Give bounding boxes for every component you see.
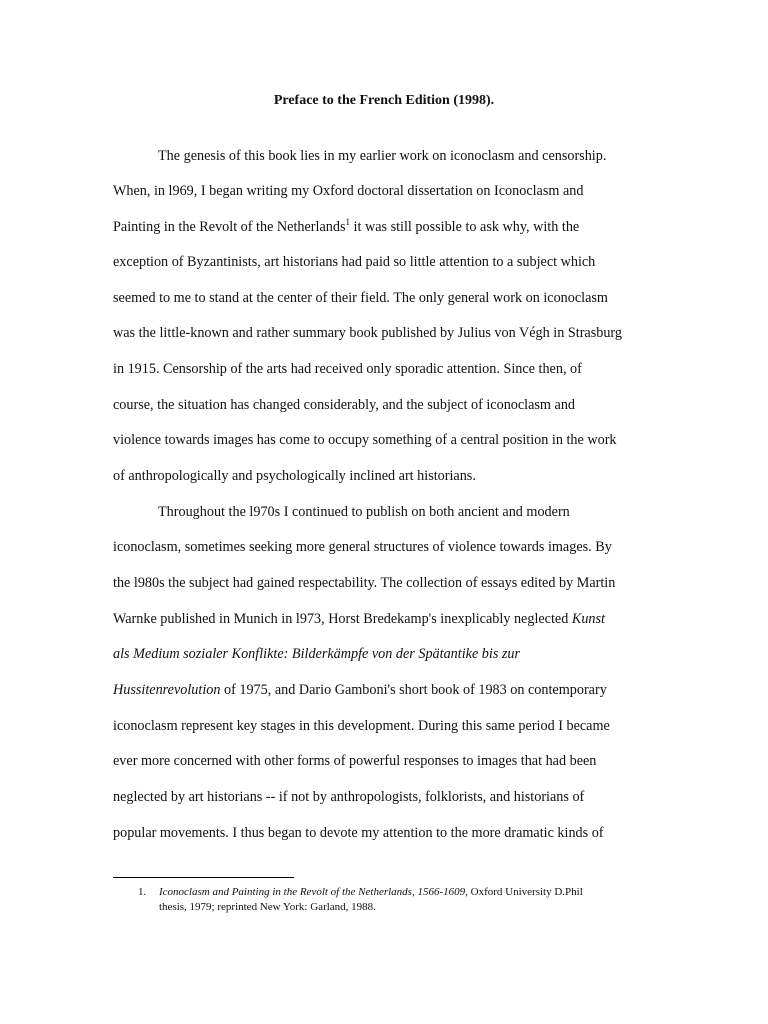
footnote-title-italic: Iconoclasm and Painting in the Revolt of the Netherlands, 1566-1609, [159, 886, 468, 898]
text-line: course, the situation has changed considerably, and the subject of iconoclasm and [113, 397, 576, 413]
text-segment: Painting in the Revolt of the Netherlands [113, 219, 346, 235]
text-segment: it was still possible to ask why, with the [349, 219, 580, 235]
text-line: neglected by art historians -- if not by anthropologists, folklorists, and historians of [113, 789, 585, 805]
text-line: When, in l969, I began writing my Oxford doctoral dissertation on Iconoclasm and [113, 183, 584, 199]
text-line [113, 218, 579, 236]
text-line: The genesis of this book lies in my earlier work on iconoclasm and censorship. [158, 148, 607, 164]
book-title-italic: Kunst [571, 611, 605, 627]
text-line [113, 610, 605, 628]
footnote-reference: 1 [345, 217, 350, 227]
footnote-number: 1. [138, 886, 147, 898]
text-line [113, 645, 520, 663]
text-line: in 1915. Censorship of the arts had received only sporadic attention. Since then, of [113, 361, 582, 377]
footnote-line [159, 885, 583, 899]
footnote-text: Oxford University D.Phil [467, 886, 583, 898]
text-segment: of 1975, and Dario Gamboni's short book of 1983 on contemporary [220, 682, 607, 698]
page-title: Preface to the French Edition (1998). [273, 93, 495, 108]
text-line: of anthropologically and psychologically inclined art historians. [113, 468, 476, 484]
text-line: was the little-known and rather summary book published by Julius von Végh in Strasburg [113, 325, 622, 341]
text-line: iconoclasm, sometimes seeking more general structures of violence towards images. By [113, 539, 612, 555]
text-line: iconoclasm represent key stages in this development. During this same period I became [113, 718, 610, 734]
book-title-italic: als Medium sozialer Konflikte: Bilderkämpfe von der Spätantike bis zur [113, 646, 521, 662]
text-line: violence towards images has come to occupy something of a central position in the work [113, 432, 617, 448]
text-line [113, 681, 607, 699]
text-line: seemed to me to stand at the center of their field. The only general work on iconoclasm [113, 290, 608, 306]
text-line: Throughout the l970s I continued to publish on both ancient and modern [158, 504, 570, 520]
text-line: ever more concerned with other forms of powerful responses to images that had been [113, 753, 597, 769]
book-title-italic: Hussitenrevolution [113, 682, 221, 698]
text-line: exception of Byzantinists, art historians had paid so little attention to a subject which [113, 254, 596, 270]
text-line: popular movements. I thus began to devote my attention to the more dramatic kinds of [113, 825, 604, 841]
footnote-separator [113, 877, 294, 878]
footnote-line: thesis, 1979; reprinted New York: Garland, 1988. [159, 901, 376, 913]
text-segment: Warnke published in Munich in l973, Horst Bredekamp's inexplicably neglected [113, 611, 572, 627]
text-line: the l980s the subject had gained respectability. The collection of essays edited by Martin [113, 575, 616, 591]
